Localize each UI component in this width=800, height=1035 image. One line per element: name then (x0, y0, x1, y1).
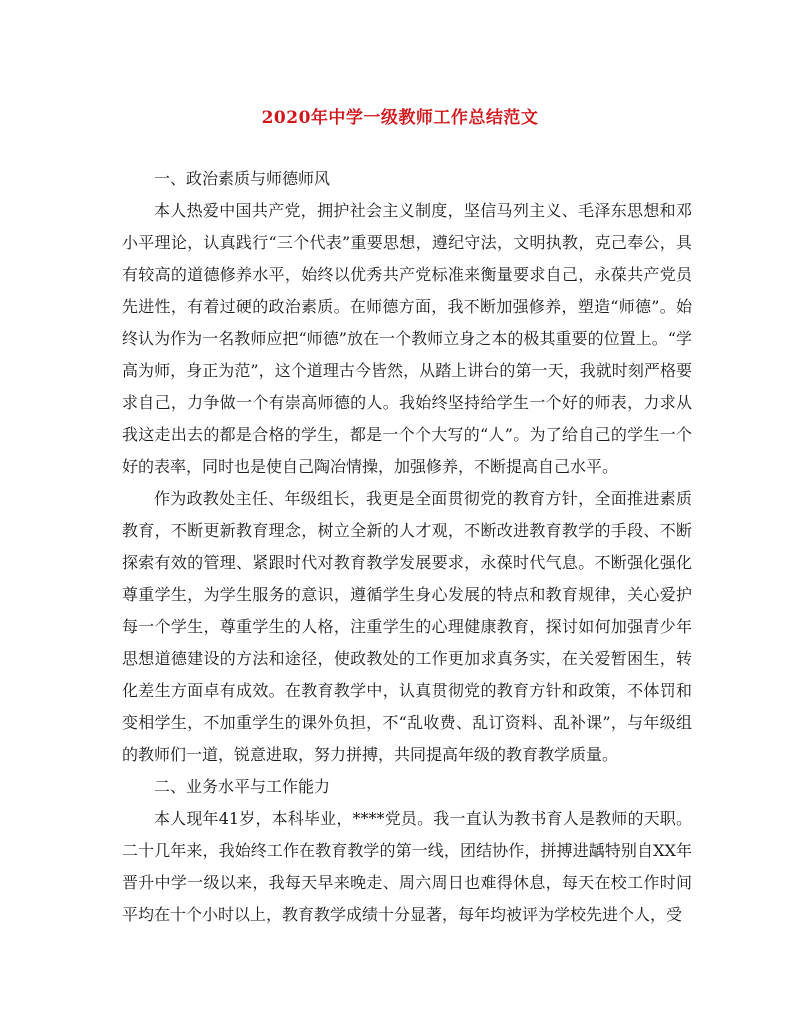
paragraph: 作为政教处主任、年级组长，我更是全面贯彻党的教育方针，全面推进素质教育，不断更新教育理念，树立全新的人才观，不断改进教育教学的手段、不断探索有效的管理、紧跟时代对教育教学发展要求，永葆时代气息。不断强化强化尊重学生，为学生服务的意识，遵循学生身心发展的特点和教育规律，关心爱护每一个学生，尊重学生的人格，注重学生的心理健康教育，探讨如何加强青少年思想道德建设的方法和途径，使政教处的工作更加求真务实，在关爱暂困生，转化差生方面卓有成效。在教育教学中，认真贯彻党的教育方针和政策，不体罚和变相学生，不加重学生的课外负担，不“乱收费、乱订资料、乱补课”，与年级组的教师们一道，锐意进取，努力拼搏，共同提高年级的教育教学质量。 (122, 489, 692, 764)
document-body (122, 163, 692, 931)
section-heading: 二、业务水平与工作能力 (154, 777, 331, 796)
document-title: 2020年中学一级教师工作总结范文 (261, 108, 539, 128)
paragraph: 本人热爱中国共产党，拥护社会主义制度，坚信马列主义、毛泽东思想和邓小平理论，认真践行“三个代表”重要思想，遵纪守法，文明执教，克己奉公，具有较高的道德修养水平，始终以优秀共产党标准来衡量要求自己，永葆共产党员先进性，有着过硬的政治素质。在师德方面，我不断加强修养，塑造“师德”。始终认为作为一名教师应把“师德”放在一个教师立身之本的极其重要的位置上。“学高为师，身正为范”，这个道理古今皆然，从踏上讲台的第一天，我就时刻严格要求自己，力争做一个有崇高师德的人。我始终坚持给学生一个好的师表，力求从我这走出去的都是合格的学生，都是一个个大写的“人”。为了给自己的学生一个好的表率，同时也是使自己陶冶情操，加强修养，不断提高自己水平。 (122, 201, 692, 476)
section-heading: 一、政治素质与师德师风 (154, 169, 331, 188)
paragraph: 本人现年41岁，本科毕业，****党员。我一直认为教书育人是教师的天职。二十几年来，我始终工作在教育教学的第一线，团结协作，拼搏进龋特别自XX年晋升中学一级以来，我每天早来晚走、周六周日也难得休息，每天在校工作时间平均在十个小时以上，教育教学成绩十分显著，每年均被评为学校先进个人，受 (122, 809, 692, 924)
